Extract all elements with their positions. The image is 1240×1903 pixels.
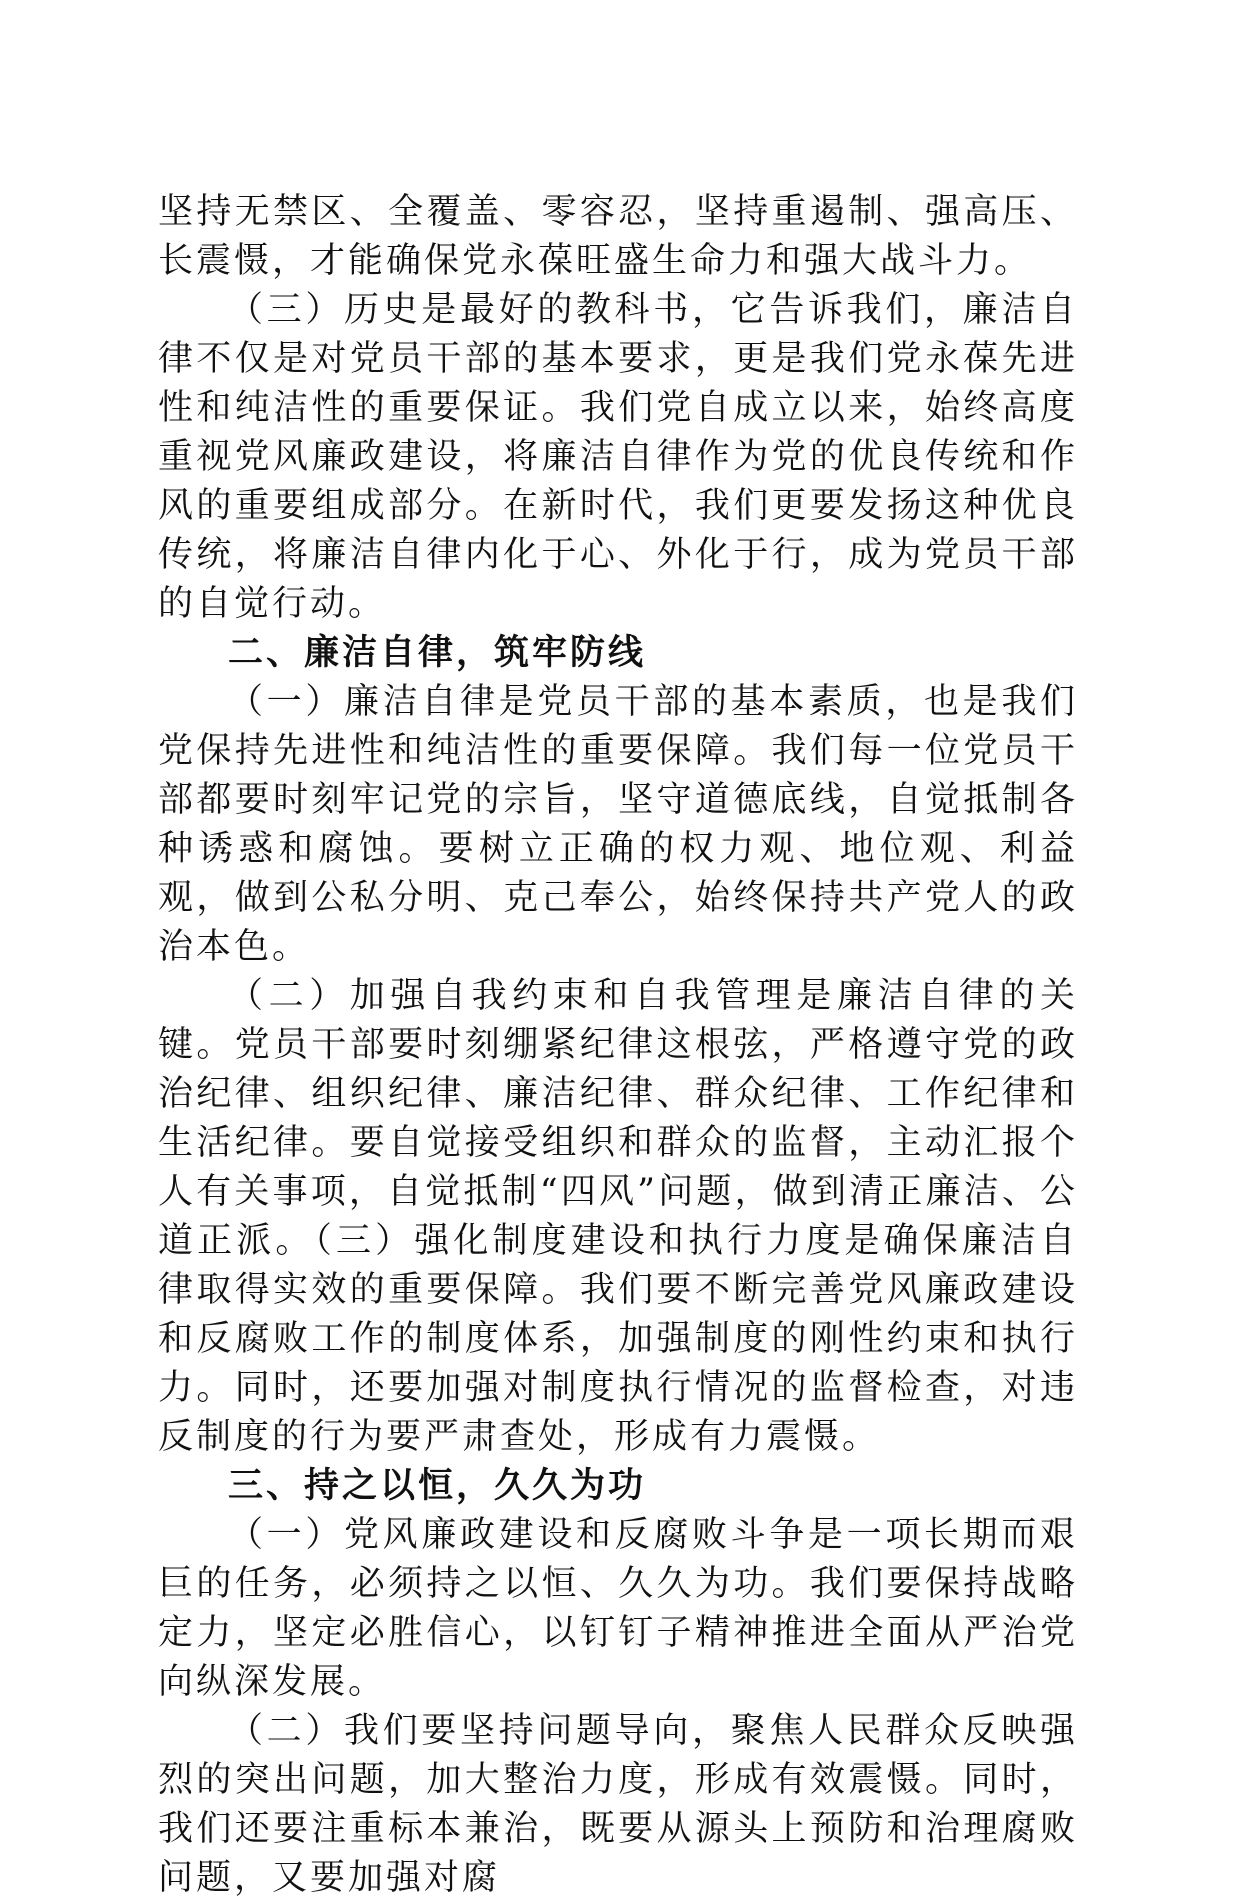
section-heading-2: 二、廉洁自律，筑牢防线 (228, 633, 647, 673)
paragraph-2-2: （二）加强自我约束和自我管理是廉洁自律的关键。党员干部要时刻绷紧纪律这根弦，严格遵守党的政治纪律、组织纪律、廉洁纪律、群众纪律、工作纪律和生活纪律。要自觉接受组织和群众的监督，主动汇报个人有关事项，自觉抵制“四风”问题，做到清正廉洁、公道正派。（三）强化制度建设和执行力度是确保廉洁自律取得实效的重要保障。我们要不断完善党风廉政建设和反腐败工作的制度体系，加强制度的刚性约束和执行力。同时，还要加强对制度执行情况的监督检查，对违反制度的行为要严肃查处，形成有力震慑。 (158, 976, 1078, 1457)
paragraph-2-1: （一）廉洁自律是党员干部的基本素质，也是我们党保持先进性和纯洁性的重要保障。我们每一位党员干部都要时刻牢记党的宗旨，坚守道德底线，自觉抵制各种诱惑和腐蚀。要树立正确的权力观、地位观、利益观，做到公私分明、克己奉公，始终保持共产党人的政治本色。 (158, 682, 1078, 967)
paragraph-3-2: （二）我们要坚持问题导向，聚焦人民群众反映强烈的突出问题，加大整治力度，形成有效震慑。同时，我们还要注重标本兼治，既要从源头上预防和治理腐败问题，又要加强对腐 (158, 1711, 1078, 1898)
section-heading-3: 三、持之以恒，久久为功 (228, 1466, 647, 1506)
paragraph-continuation: 坚持无禁区、全覆盖、零容忍，坚持重遏制、强高压、长震慑，才能确保党永葆旺盛生命力和强大战斗力。 (158, 192, 1078, 281)
paragraph-3-1: （一）党风廉政建设和反腐败斗争是一项长期而艰巨的任务，必须持之以恒、久久为功。我们要保持战略定力，坚定必胜信心，以钉钉子精神推进全面从严治党向纵深发展。 (158, 1515, 1078, 1702)
document-page (158, 188, 1078, 1903)
paragraph-history: （三）历史是最好的教科书，它告诉我们，廉洁自律不仅是对党员干部的基本要求，更是我们党永葆先进性和纯洁性的重要保证。我们党自成立以来，始终高度重视党风廉政建设，将廉洁自律作为党的优良传统和作风的重要组成部分。在新时代，我们更要发扬这种优良传统，将廉洁自律内化于心、外化于行，成为党员干部的自觉行动。 (158, 290, 1078, 624)
